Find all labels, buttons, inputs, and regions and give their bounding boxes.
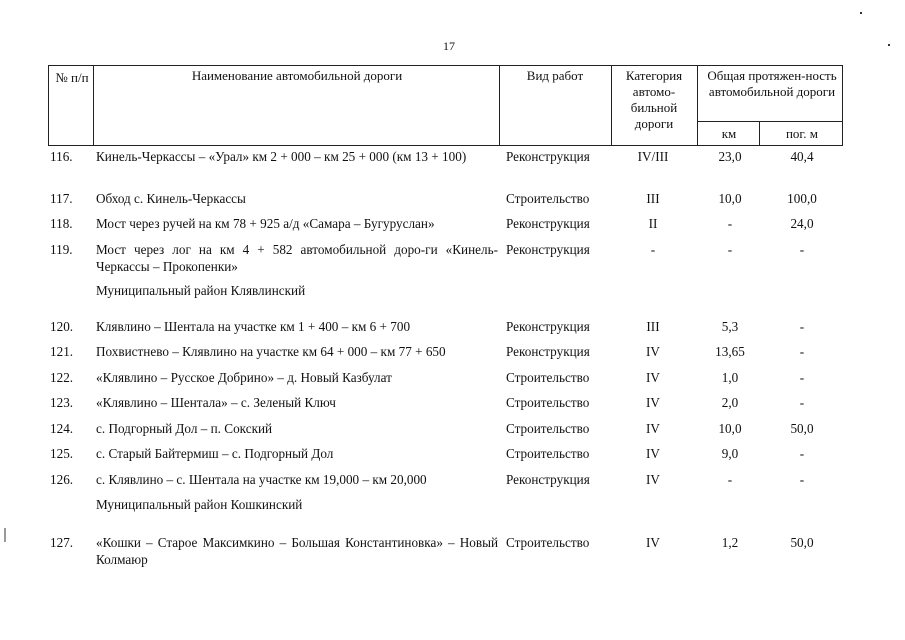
length-pog-m: 40,4: [790, 149, 814, 164]
road-name: «Клявлино – Шентала» – с. Зеленый Ключ: [96, 395, 336, 410]
work-type: Реконструкция: [506, 344, 590, 359]
road-category: IV: [646, 395, 660, 410]
road-name: с. Старый Байтермиш – с. Подгорный Дол: [96, 446, 334, 461]
divider: [759, 121, 760, 145]
section-heading: Муниципальный район Кошкинский: [96, 497, 303, 512]
road-category: III: [646, 319, 660, 334]
length-pog-m: -: [799, 319, 805, 334]
length-km: -: [727, 216, 733, 231]
length-km: -: [727, 472, 733, 487]
length-km: -: [727, 242, 733, 257]
section-heading: Муниципальный район Клявлинский: [96, 283, 306, 298]
divider: [611, 66, 612, 145]
length-km: 10,0: [718, 421, 742, 436]
length-km: 13,65: [715, 344, 745, 359]
row-number: 121.: [50, 344, 74, 359]
row-number: 123.: [50, 395, 74, 410]
row-number: 127.: [50, 535, 74, 550]
length-pog-m: -: [799, 344, 805, 359]
length-pog-m: -: [799, 446, 805, 461]
divider: [93, 66, 94, 145]
road-category: IV: [646, 370, 660, 385]
road-category: IV: [646, 344, 660, 359]
row-number: 116.: [50, 149, 73, 164]
row-number: 125.: [50, 446, 74, 461]
length-km: 9,0: [721, 446, 739, 461]
road-category: II: [648, 216, 658, 231]
work-type: Строительство: [506, 395, 590, 410]
road-name: Мост через ручей на км 78 + 925 а/д «Самара – Бугуруслан»: [96, 216, 435, 231]
road-category: IV: [646, 472, 660, 487]
work-type: Реконструкция: [506, 242, 590, 257]
road-category: IV/III: [637, 149, 669, 164]
road-category: IV: [646, 421, 660, 436]
road-category: IV: [646, 446, 660, 461]
length-pog-m: 100,0: [787, 191, 817, 206]
length-km: 1,2: [721, 535, 739, 550]
road-category: -: [650, 242, 656, 257]
length-pog-m: -: [799, 370, 805, 385]
length-km: 10,0: [718, 191, 742, 206]
row-number: 124.: [50, 421, 74, 436]
length-km: 23,0: [718, 149, 742, 164]
divider: [697, 66, 698, 145]
road-name: Мост через лог на км 4 + 582 автомобильной доро-ги «Кинель-Черкассы – Прокопенки»: [96, 242, 498, 274]
header-category: Категория автомо-бильной дороги: [625, 68, 683, 131]
length-pog-m: -: [799, 472, 805, 487]
divider: [697, 121, 842, 122]
road-name: с. Клявлино – с. Шентала на участке км 19,000 – км 20,000: [96, 472, 427, 487]
table-header: [48, 65, 843, 146]
header-pog: пог. м: [785, 126, 819, 141]
work-type: Реконструкция: [506, 216, 590, 231]
road-category: III: [646, 191, 660, 206]
scan-speck: [888, 44, 890, 46]
length-pog-m: 50,0: [790, 535, 814, 550]
length-km: 1,0: [721, 370, 739, 385]
road-name: с. Подгорный Дол – п. Сокский: [96, 421, 273, 436]
work-type: Реконструкция: [506, 149, 590, 164]
work-type: Строительство: [506, 535, 590, 550]
row-number: 120.: [50, 319, 74, 334]
road-name: Кинель-Черкассы – «Урал» км 2 + 000 – км 25 + 000 (км 13 + 100): [96, 149, 467, 164]
row-number: 126.: [50, 472, 74, 487]
work-type: Реконструкция: [506, 472, 590, 487]
road-name: Клявлино – Шентала на участке км 1 + 400 – км 6 + 700: [96, 319, 411, 334]
header-length: Общая протяжен-ность автомобильной дороги: [707, 68, 837, 99]
work-type: Строительство: [506, 191, 590, 206]
header-name: Наименование автомобильной дороги: [191, 68, 403, 83]
road-name: «Клявлино – Русское Добрино» – д. Новый Казбулат: [96, 370, 392, 385]
length-km: 2,0: [721, 395, 739, 410]
scan-speck: [4, 528, 6, 542]
row-number: 119.: [50, 242, 73, 257]
row-number: 117.: [50, 191, 73, 206]
work-type: Строительство: [506, 421, 590, 436]
road-category: IV: [646, 535, 660, 550]
road-name: Обход с. Кинель-Черкассы: [96, 191, 246, 206]
work-type: Строительство: [506, 446, 590, 461]
road-name: Похвистнево – Клявлино на участке км 64 + 000 – км 77 + 650: [96, 344, 446, 359]
work-type: Реконструкция: [506, 319, 590, 334]
divider: [499, 66, 500, 145]
header-work: Вид работ: [526, 68, 584, 83]
row-number: 118.: [50, 216, 73, 231]
work-type: Строительство: [506, 370, 590, 385]
length-pog-m: 50,0: [790, 421, 814, 436]
length-pog-m: -: [799, 395, 805, 410]
header-km: км: [721, 126, 737, 141]
length-pog-m: -: [799, 242, 805, 257]
length-km: 5,3: [721, 319, 739, 334]
header-num: № п/п: [55, 70, 89, 85]
scan-speck: [860, 12, 862, 14]
length-pog-m: 24,0: [790, 216, 814, 231]
road-name: «Кошки – Старое Максимкино – Большая Константиновка» – Новый Колмаюр: [96, 535, 498, 567]
page-number: 17: [443, 39, 455, 53]
row-number: 122.: [50, 370, 74, 385]
